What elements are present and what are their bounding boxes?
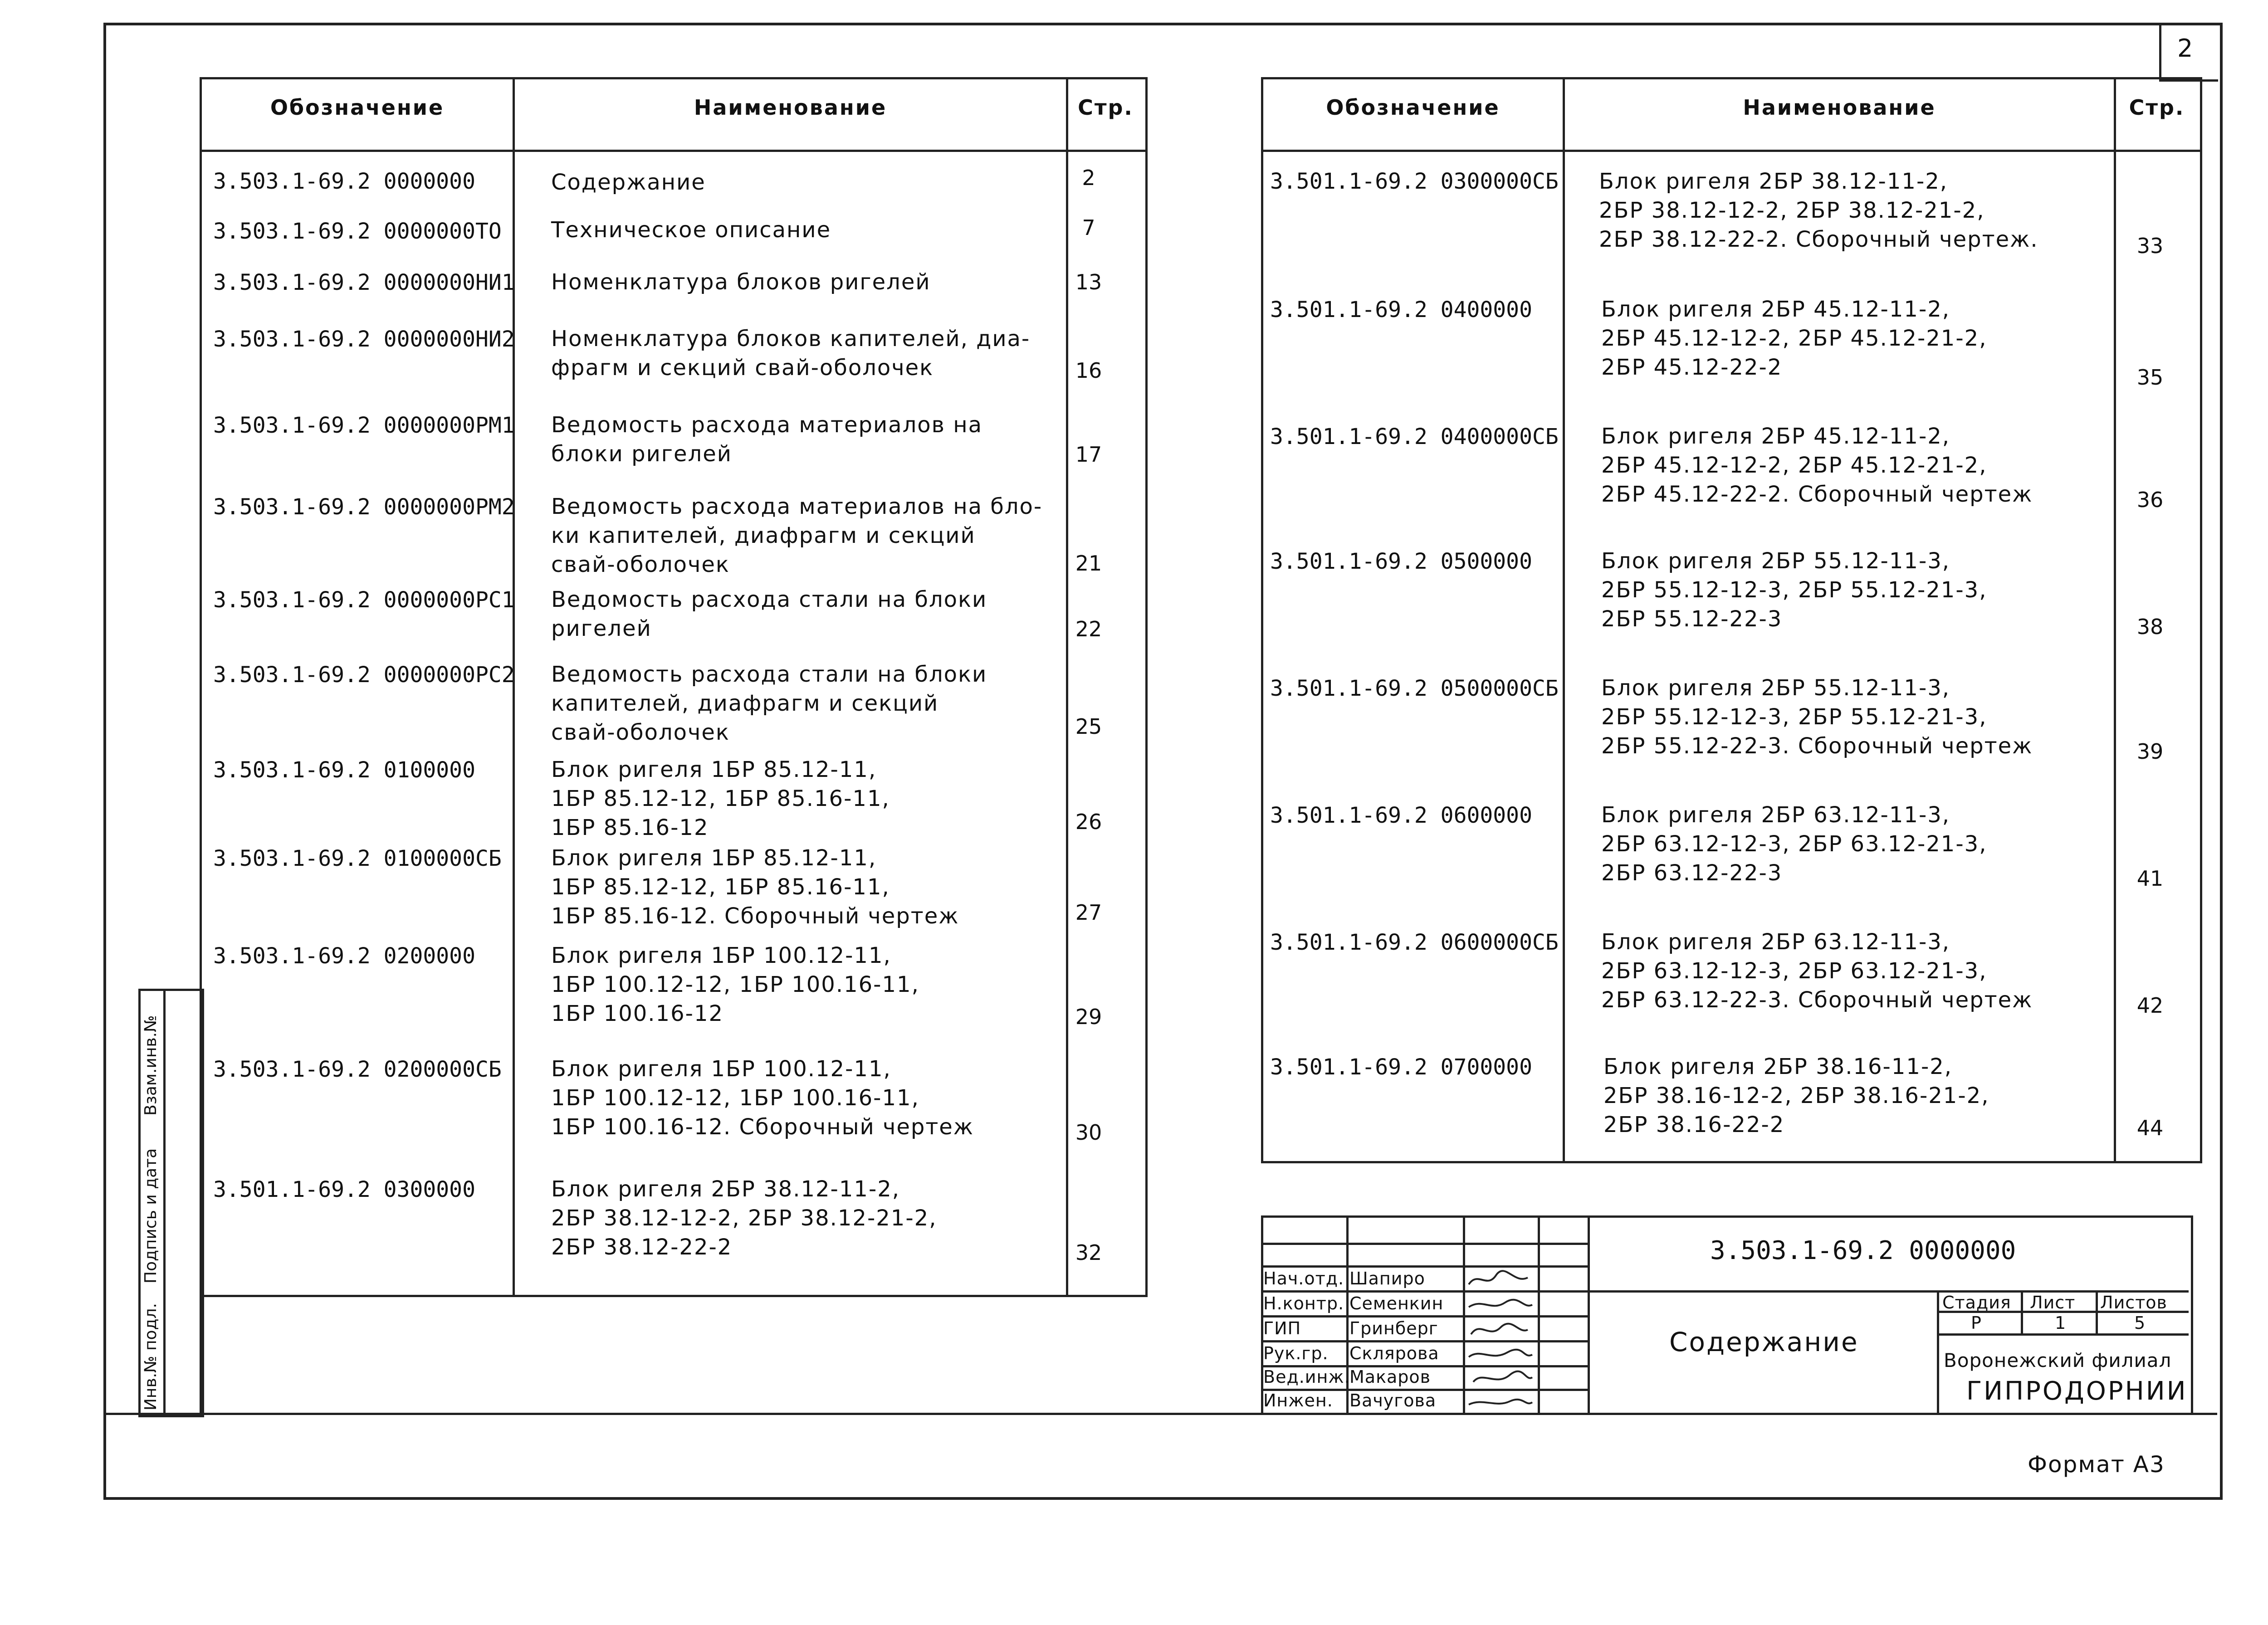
right-row-page: 33 bbox=[2136, 234, 2164, 258]
left-row-page: 7 bbox=[1082, 215, 1095, 240]
left-row-name: Блок ригеля 1БР 85.12-11, 1БР 85.12-12, 1БР 85.16-11, 1БР 85.16-12 bbox=[551, 757, 890, 840]
org-line-2: ГИПРОДОРНИИ bbox=[1966, 1376, 2188, 1406]
left-row-name: Техническое описание bbox=[551, 217, 831, 243]
sheets-value: 5 bbox=[2134, 1313, 2146, 1333]
left-row-page: 26 bbox=[1075, 810, 1102, 834]
right-header-name: Наименование bbox=[1743, 95, 1936, 120]
left-row-name: Содержание bbox=[551, 170, 706, 195]
sig-role: Н.контр. bbox=[1263, 1293, 1344, 1313]
right-row-name: Блок ригеля 2БР 63.12-11-3, 2БР 63.12-12-3, 2БР 63.12-21-3, 2БР 63.12-22-3. Сборочный чертеж bbox=[1601, 929, 2033, 1013]
right-row-page: 39 bbox=[2136, 739, 2164, 764]
right-row-page: 38 bbox=[2136, 615, 2164, 639]
side-label-signature: Подпись и дата bbox=[142, 1148, 160, 1283]
right-row-code: 3.501.1-69.2 0500000СБ bbox=[1270, 676, 1559, 701]
signature-scribbles bbox=[1464, 1266, 1537, 1411]
right-row-page: 42 bbox=[2136, 993, 2164, 1018]
left-row-name: Ведомость расхода материалов на бло- ки капителей, диафрагм и секций свай-оболочек bbox=[551, 494, 1043, 577]
sig-name: Семенкин bbox=[1349, 1293, 1444, 1313]
right-row-code: 3.501.1-69.2 0400000СБ bbox=[1270, 424, 1559, 449]
right-row-name: Блок ригеля 2БР 63.12-11-3, 2БР 63.12-12-3, 2БР 63.12-21-3, 2БР 63.12-22-3 bbox=[1601, 802, 1987, 886]
org-line-1: Воронежский филиал bbox=[1944, 1349, 2172, 1371]
left-row-name: Номенклатура блоков ригелей bbox=[551, 269, 931, 295]
left-row-name: Блок ригеля 2БР 38.12-11-2, 2БР 38.12-12-2, 2БР 38.12-21-2, 2БР 38.12-22-2 bbox=[551, 1176, 937, 1260]
left-row-code: 3.503.1-69.2 0000000НИ1 bbox=[213, 270, 515, 295]
left-row-name: Блок ригеля 1БР 100.12-11, 1БР 100.12-12, 1БР 100.16-11, 1БР 100.16-12 bbox=[551, 943, 919, 1026]
left-row-page: 29 bbox=[1075, 1005, 1102, 1029]
left-header-page: Стр. bbox=[1078, 95, 1134, 120]
left-row-code: 3.503.1-69.2 0000000НИ2 bbox=[213, 327, 515, 352]
left-row-name: Ведомость расхода стали на блоки капителей, диафрагм и секций свай-оболочек bbox=[551, 662, 987, 745]
left-row-page: 22 bbox=[1075, 617, 1102, 641]
side-label-inv-orig: Инв.№ подл. bbox=[142, 1303, 160, 1410]
left-row-code: 3.503.1-69.2 0000000РМ1 bbox=[213, 413, 515, 438]
right-row-code: 3.501.1-69.2 0400000 bbox=[1270, 297, 1532, 322]
tb-stage-bottom bbox=[1937, 1333, 2189, 1336]
right-header-code: Обозначение bbox=[1326, 95, 1500, 120]
right-row-code: 3.501.1-69.2 0700000 bbox=[1270, 1054, 1532, 1080]
sheet-label: Лист bbox=[2030, 1293, 2076, 1313]
left-row-name: Блок ригеля 1БР 85.12-11, 1БР 85.12-12, 1БР 85.16-11, 1БР 85.16-12. Сборочный чертеж bbox=[551, 845, 959, 929]
left-row-name: Ведомость расхода стали на блоки ригелей bbox=[551, 587, 987, 641]
left-row-page: 25 bbox=[1075, 714, 1102, 739]
right-header-page: Стр. bbox=[2129, 95, 2185, 120]
left-row-page: 16 bbox=[1075, 358, 1102, 383]
right-row-name: Блок ригеля 2БР 45.12-11-2, 2БР 45.12-12-2, 2БР 45.12-21-2, 2БР 45.12-22-2. Сборочный чертеж bbox=[1601, 424, 2033, 507]
sig-name: Макаров bbox=[1349, 1367, 1431, 1387]
sig-name: Склярова bbox=[1349, 1343, 1439, 1363]
sig-name: Шапиро bbox=[1349, 1269, 1425, 1288]
left-col-divider-2 bbox=[1066, 77, 1068, 1295]
sig-role: ГИП bbox=[1263, 1318, 1301, 1338]
sig-role: Вед.инж. bbox=[1263, 1367, 1350, 1387]
left-row-code: 3.503.1-69.2 0100000СБ bbox=[213, 846, 502, 871]
left-row-code: 3.501.1-69.2 0300000 bbox=[213, 1177, 475, 1202]
page-number: 2 bbox=[2177, 34, 2193, 63]
right-row-page: 35 bbox=[2136, 365, 2164, 390]
sig-name: Гринберг bbox=[1349, 1318, 1438, 1338]
stage-label: Стадия bbox=[1942, 1293, 2011, 1313]
right-row-page: 44 bbox=[2136, 1116, 2164, 1140]
tb-col-3 bbox=[1538, 1215, 1540, 1413]
title-block-doc-code: 3.503.1-69.2 0000000 bbox=[1710, 1236, 2016, 1265]
format-label: Формат А3 bbox=[2028, 1451, 2165, 1478]
side-stamp-divider bbox=[163, 989, 166, 1413]
left-row-code: 3.503.1-69.2 0200000 bbox=[213, 943, 475, 969]
sig-name: Вачугова bbox=[1349, 1391, 1437, 1410]
right-row-name: Блок ригеля 2БР 38.16-11-2, 2БР 38.16-12-2, 2БР 38.16-21-2, 2БР 38.16-22-2 bbox=[1603, 1054, 1989, 1137]
sig-role: Рук.гр. bbox=[1263, 1343, 1329, 1363]
right-col-divider-1 bbox=[1563, 77, 1565, 1161]
left-row-code: 3.503.1-69.2 0000000РС2 bbox=[213, 662, 515, 688]
left-row-code: 3.503.1-69.2 0200000СБ bbox=[213, 1057, 502, 1082]
right-row-name: Блок ригеля 2БР 55.12-11-3, 2БР 55.12-12-3, 2БР 55.12-21-3, 2БР 55.12-22-3. Сборочный чертеж bbox=[1601, 675, 2033, 759]
tb-col-4 bbox=[1588, 1215, 1590, 1413]
right-col-divider-2 bbox=[2114, 77, 2116, 1161]
left-row-page: 2 bbox=[1082, 166, 1095, 190]
right-header-divider bbox=[1261, 150, 2200, 152]
right-row-code: 3.501.1-69.2 0600000СБ bbox=[1270, 930, 1559, 955]
right-row-page: 41 bbox=[2136, 866, 2164, 891]
right-row-code: 3.501.1-69.2 0600000 bbox=[1270, 803, 1532, 828]
left-header-code: Обозначение bbox=[270, 95, 445, 120]
right-row-name: Блок ригеля 2БР 55.12-11-3, 2БР 55.12-12-3, 2БР 55.12-21-3, 2БР 55.12-22-3 bbox=[1601, 548, 1987, 632]
right-row-page: 36 bbox=[2136, 488, 2164, 512]
left-row-code: 3.503.1-69.2 0100000 bbox=[213, 757, 475, 783]
tb-row-4 bbox=[1261, 1340, 1588, 1342]
tb-row-0 bbox=[1261, 1243, 1588, 1245]
right-row-code: 3.501.1-69.2 0500000 bbox=[1270, 549, 1532, 574]
left-row-page: 13 bbox=[1075, 270, 1102, 294]
left-row-name: Ведомость расхода материалов на блоки ригелей bbox=[551, 412, 982, 467]
tb-row-3 bbox=[1261, 1315, 1588, 1318]
left-row-code: 3.503.1-69.2 0000000РС1 bbox=[213, 587, 515, 613]
right-row-name: Блок ригеля 2БР 38.12-11-2, 2БР 38.12-12-2, 2БР 38.12-21-2, 2БР 38.12-22-2. Сборочный чертеж. bbox=[1599, 169, 2038, 252]
left-row-code: 3.503.1-69.2 0000000ТО bbox=[213, 219, 502, 244]
left-row-code: 3.503.1-69.2 0000000РМ2 bbox=[213, 494, 515, 520]
right-row-code: 3.501.1-69.2 0300000СБ bbox=[1270, 169, 1559, 194]
tb-row-1 bbox=[1261, 1265, 1588, 1268]
left-row-page: 21 bbox=[1075, 551, 1102, 576]
sheets-label: Листов bbox=[2100, 1293, 2167, 1313]
left-row-name: Блок ригеля 1БР 100.12-11, 1БР 100.12-12, 1БР 100.16-11, 1БР 100.16-12. Сборочный чертеж bbox=[551, 1056, 974, 1140]
sheet-value: 1 bbox=[2055, 1313, 2067, 1333]
sig-role: Нач.отд. bbox=[1263, 1269, 1344, 1288]
left-row-page: 32 bbox=[1075, 1240, 1102, 1265]
left-row-name: Номенклатура блоков капителей, диа- фрагм и секций свай-оболочек bbox=[551, 326, 1031, 381]
tb-stage-left bbox=[1937, 1290, 1939, 1413]
stage-value: Р bbox=[1971, 1313, 1982, 1333]
left-row-page: 17 bbox=[1075, 442, 1102, 467]
title-block-title: Содержание bbox=[1669, 1327, 1859, 1357]
left-row-page: 30 bbox=[1075, 1120, 1102, 1145]
left-header-name: Наименование bbox=[694, 95, 887, 120]
right-row-name: Блок ригеля 2БР 45.12-11-2, 2БР 45.12-12-2, 2БР 45.12-21-2, 2БР 45.12-22-2 bbox=[1601, 297, 1987, 380]
left-header-divider bbox=[200, 150, 1145, 152]
sig-role: Инжен. bbox=[1263, 1391, 1333, 1410]
left-row-page: 27 bbox=[1075, 900, 1102, 925]
side-label-replace-inv: Взам.инв.№ bbox=[142, 1015, 160, 1116]
left-row-code: 3.503.1-69.2 0000000 bbox=[213, 169, 475, 194]
